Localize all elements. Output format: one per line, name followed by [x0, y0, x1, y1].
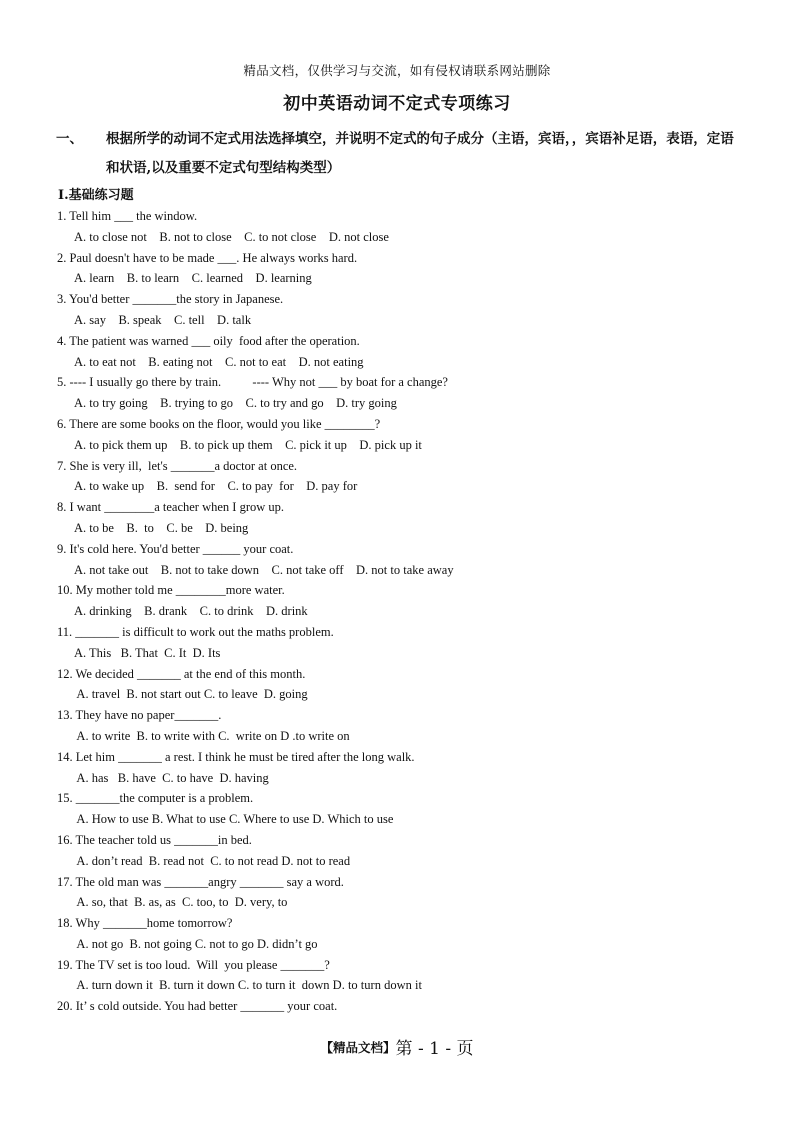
question-item: [57, 289, 757, 331]
question-options: A. don’t read B. read not C. to not read D. not to read: [74, 853, 351, 868]
question-item: [57, 206, 757, 248]
question-options: A. How to use B. What to use C. Where to use D. Which to use: [74, 812, 394, 827]
question-item: [57, 705, 757, 747]
question-item: [57, 955, 757, 997]
question-item: [57, 456, 757, 498]
question-item: [57, 622, 757, 664]
question-item: [57, 539, 757, 581]
question-options: A. not go B. not going C. not to go D. didn’t go: [74, 936, 318, 951]
question-stem: 10. My mother told me ________more water.: [57, 583, 285, 598]
question-options: A. to be B. to C. be D. being: [74, 520, 249, 535]
question-list: [57, 206, 757, 1038]
question-options: A. say B. speak C. tell D. talk: [74, 312, 252, 327]
header-note: 精品文档，仅供学习与交流，如有侵权请联系网站删除: [243, 63, 551, 78]
footer-tag: 【精品文档】: [320, 1040, 396, 1055]
question-item: [57, 331, 757, 373]
question-options: A. learn B. to learn C. learned D. learning: [74, 271, 312, 286]
question-options: A. to pick them up B. to pick up them C. pick it up D. pick up it: [74, 437, 422, 452]
section-heading: [56, 125, 746, 183]
question-item: [57, 372, 757, 414]
question-item: [57, 996, 757, 1038]
question-stem: 15. _______the computer is a problem.: [57, 791, 254, 806]
question-stem: 13. They have no paper_______.: [57, 708, 222, 723]
question-options: A. to close not B. not to close C. to not close D. not close: [74, 229, 389, 244]
question-options: A. to wake up B. send for C. to pay for D. pay for: [74, 479, 358, 494]
question-stem: 20. It’ s cold outside. You had better _______ your coat.: [57, 999, 338, 1014]
document-title: 初中英语动词不定式专项练习: [283, 94, 511, 114]
question-options: A. to try going B. trying to go C. to try and go D. try going: [74, 396, 397, 411]
question-item: [57, 497, 757, 539]
question-stem: 12. We decided _______ at the end of this month.: [57, 666, 306, 681]
question-stem: 8. I want ________a teacher when I grow up.: [57, 500, 285, 515]
section-number: 一、: [56, 131, 83, 147]
question-item: [57, 580, 757, 622]
question-stem: 19. The TV set is too loud. Will you please _______?: [57, 957, 330, 972]
question-stem: 4. The patient was warned ___ oily food after the operation.: [57, 333, 360, 348]
question-options: A. drinking B. drank C. to drink D. drink: [74, 604, 308, 619]
question-stem: 16. The teacher told us _______in bed.: [57, 832, 252, 847]
question-options: A. to write B. to write with C. write on D .to write on: [74, 728, 350, 743]
question-item: [57, 248, 757, 290]
question-stem: 3. You'd better _______the story in Japanese.: [57, 292, 284, 307]
question-stem: 9. It's cold here. You'd better ______ your coat.: [57, 541, 294, 556]
question-stem: 2. Paul doesn't have to be made ___. He always works hard.: [57, 250, 358, 265]
question-stem: 7. She is very ill, let's _______a doctor at once.: [57, 458, 298, 473]
question-options: A. not take out B. not to take down C. not take off D. not to take away: [74, 562, 454, 577]
question-item: [57, 788, 757, 830]
question-options: A. This B. That C. It D. Its: [74, 645, 221, 660]
question-stem: 1. Tell him ___ the window.: [57, 209, 198, 223]
question-options: A. to eat not B. eating not C. not to eat D. not eating: [74, 354, 364, 369]
question-item: [57, 913, 757, 955]
question-stem: 5. ---- I usually go there by train. ---- Why not ___ by boat for a change?: [57, 375, 448, 390]
question-options: A. has B. have C. to have D. having: [74, 770, 269, 785]
page-number: 第 - 1 - 页: [395, 1039, 474, 1059]
page-footer: [0, 1034, 794, 1059]
question-stem: 17. The old man was _______angry _______ say a word.: [57, 874, 344, 889]
question-item: [57, 414, 757, 456]
question-options: A. travel B. not start out C. to leave D. going: [74, 687, 308, 702]
subheading: I.基础练习题: [58, 188, 134, 203]
question-options: A. so, that B. as, as C. too, to D. very, to: [74, 895, 288, 910]
question-item: [57, 747, 757, 789]
question-options: A. turn down it B. turn it down C. to turn it down D. to turn down it: [74, 978, 422, 993]
question-stem: 18. Why _______home tomorrow?: [57, 916, 233, 931]
question-stem: 11. _______ is difficult to work out the maths problem.: [57, 624, 334, 639]
question-item: [57, 830, 757, 872]
question-stem: 6. There are some books on the floor, would you like ________?: [57, 416, 381, 431]
section-text: 根据所学的动词不定式用法选择填空，并说明不定式的句子成分（主语，宾语，，宾语补足语，表语，定语和状语,以及重要不定式句型结构类型）: [106, 131, 734, 176]
question-item: [57, 872, 757, 914]
question-item: [57, 664, 757, 706]
question-stem: 14. Let him _______ a rest. I think he must be tired after the long walk.: [57, 749, 415, 764]
